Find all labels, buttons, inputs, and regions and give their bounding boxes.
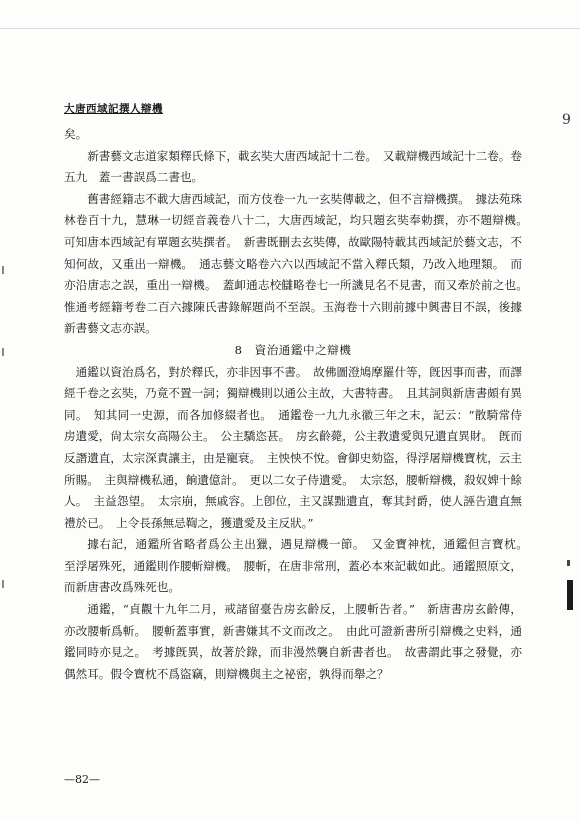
paragraph: 通鑑以資治爲名，對於釋氏，亦非因事不書。 故佛圖澄鳩摩羅什等，旣因事而書，而譯經千卷之玄奘，乃竟不置一詞；獨辯機則以通公主故，大書特書。 且其詞與新唐書頗有異同。 知其同一史源，而各加修綴者也。 通鑑卷一九九永徽三年之末，記云：“散騎常侍房遺愛，尙太宗女高陽公主。 公主驕恣甚。 房玄齡薨，公主教遺愛與兄遺直異財。 旣而反譖遺直，太宗深責讓主，由是寵衰。 主怏怏不悅。會御史劾盜，得浮屠辯機寶枕，云主所賜。 主與辯機私通，餉遺億計。 更以二女子侍遺愛。 太宗怒，腰斬辯機，殺奴婢十餘人。 主益怨望。 太宗崩，無戚容。上卽位，主又謀黜遺直，奪其封爵，使人誣告遺直無禮於已。 上令長孫無忌鞫之，獲遺愛及主反狀。” (64, 364, 522, 530)
left-margin-tick (2, 580, 4, 588)
paragraph: 舊書經籍志不載大唐西域記，而方伎卷一九一玄奘傳載之，但不言辯機撰。 據法苑珠林卷百十九，慧琳一切經音義卷八十二，大唐西域記，均只題玄奘奉勅撰，亦不題辯機。 可知唐本西域記有單題玄奘撰者。 新書既刪去玄奘傳，故歐陽特載其西域記於藝文志，不知何故，又重出一辯機。 通志藝文略卷六六以西域記不當入釋氏類，乃改入地理類。 而亦沿唐志之誤，重出一辯機。 蓋卹通志校讎略卷七一所譏見名不見書，而又牽於前之也。 惟通考經籍考卷二百六據陳氏書錄解題尚不至誤。玉海卷十六則前據中興書目不誤，後據新書藝文志亦誤。 (64, 191, 534, 336)
page-number: —82— (64, 773, 100, 786)
section-title: 8 資治通鑑中之辯機 (234, 342, 352, 357)
left-margin-tick (2, 266, 4, 274)
edge-mark (567, 560, 570, 566)
paragraph: 通鑑，“貞觀十九年二月，戒諸留臺告房玄齡反，上腰斬告者。” 新唐書房玄齡傳，亦改腰斬爲斬。 腰斬蓋事實，新書嫌其不文而改之。 由此可證新書所引辯機之史料，通鑑同時亦見之。 考據旣異，故著於錄，而非漫然襲自新書者也。 故書謂此事之發覺，亦偶然耳。假令寶枕不爲盜竊，則辯機與主之祕密，孰得而舉之？ (64, 602, 522, 681)
edge-mark (567, 580, 573, 610)
paragraph: 據右記，通鑑所省略者爲公主出獵，遇見辯機一節。 又金寶神枕，通鑑但言寶枕。 至浮屠殊死，通鑑則作腰斬辯機。 腰斬，在唐非常刑，蓋必本來記載如此。通鑑照原文，而新唐書改爲殊死也。 (64, 537, 534, 595)
left-margin-tick (2, 348, 4, 356)
scan-edge-line (0, 28, 580, 29)
paragraph: 矣。 (64, 127, 88, 141)
margin-mark: 9 (562, 112, 571, 128)
paragraph: 新書藝文志道家類釋氏條下，載玄奘大唐西域記十二卷。 又載辯機西域記十二卷。卷五九 蓋一書誤爲二書也。 (64, 148, 522, 185)
running-header: 大唐西域記撰人辯機 (64, 103, 163, 115)
body-text (64, 124, 534, 685)
